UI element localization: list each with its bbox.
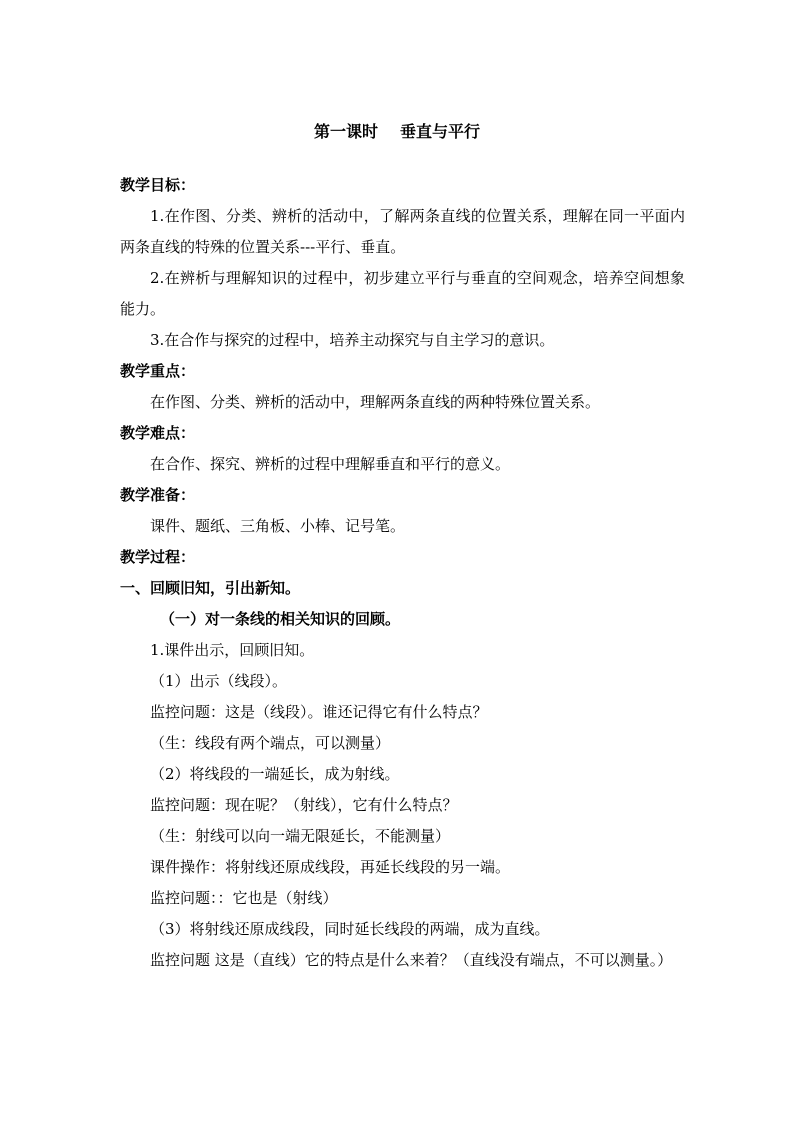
process-heading: 教学过程： (120, 548, 196, 566)
sub-one-heading: （一）对一条线的相关知识的回顾。 (160, 610, 401, 628)
process-line-3: 监控问题：这是（线段）。谁还记得它有什么特点？ (150, 703, 488, 721)
preparation-heading: 教学准备： (120, 486, 196, 504)
process-line-10: （3）将射线还原成线段，同时延长线段的两端，成为直线。 (150, 920, 550, 938)
goal-2: 2.在辨析与理解知识的过程中，初步建立平行与垂直的空间观念，培养空间想象能力。 (120, 269, 685, 318)
key-points-text: 在作图、分类、辨析的活动中，理解两条直线的两种特殊位置关系。 (150, 393, 601, 411)
process-line-11: 监控问题 这是（直线）它的特点是什么来着？（直线没有端点，不可以测量。） (150, 951, 673, 969)
page-title (0, 120, 794, 144)
process-line-8: 课件操作：将射线还原成线段，再延长线段的另一端。 (150, 858, 511, 876)
process-line-5: （2）将线段的一端延长，成为射线。 (150, 765, 400, 783)
goal-1: 1.在作图、分类、辨析的活动中，了解两条直线的位置关系，理解在同一平面内两条直线的特殊的位置关系---平行、垂直。 (120, 207, 685, 256)
part-one-heading: 一、回顾旧知，引出新知。 (120, 579, 301, 597)
process-line-6: 监控问题：现在呢？（射线），它有什么特点？ (150, 796, 458, 814)
process-line-2: （1）出示（线段）。 (150, 672, 288, 690)
process-line-4: （生：线段有两个端点，可以测量） (150, 734, 391, 752)
goals-heading: 教学目标： (120, 176, 196, 194)
difficulty-text: 在合作、探究、辨析的过程中理解垂直和平行的意义。 (150, 455, 511, 473)
process-line-9: 监控问题：：它也是（射线） (150, 889, 338, 907)
document-body (120, 170, 685, 976)
goal-3: 3.在合作与探究的过程中，培养主动探究与自主学习的意识。 (150, 331, 555, 349)
title-topic: 垂直与平行 (400, 122, 481, 141)
process-line-1: 1.课件出示，回顾旧知。 (150, 641, 315, 659)
title-lesson: 第一课时 (313, 122, 378, 141)
key-points-heading: 教学重点： (120, 362, 196, 380)
process-line-7: （生：射线可以向一端无限延长，不能测量） (150, 827, 451, 845)
preparation-text: 课件、题纸、三角板、小棒、记号笔。 (150, 517, 406, 535)
difficulty-heading: 教学难点： (120, 424, 196, 442)
